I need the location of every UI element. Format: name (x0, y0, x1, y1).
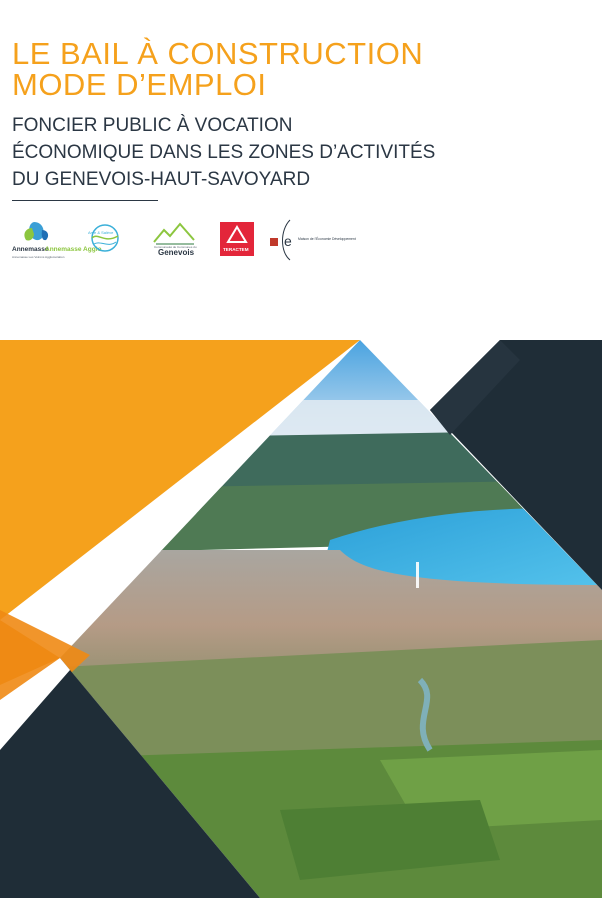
genevois-logo (150, 218, 206, 262)
teractem-name: TERACTEM (223, 247, 249, 252)
svg-text:e: e (284, 233, 292, 249)
document-title (12, 38, 423, 100)
teractem-logo (220, 218, 256, 258)
genevois-name: Genevois (158, 248, 195, 257)
maison-economie-logo (268, 218, 356, 262)
title-line-2: MODE D’EMPLOI (12, 67, 267, 102)
document-subtitle (12, 112, 435, 193)
subtitle-line-1: FONCIER PUBLIC À VOCATION (12, 115, 293, 136)
annemasse-tagline: Annemasse Les Voirons Agglomération (12, 255, 65, 259)
genevois-small: Communauté de Communes du (154, 245, 197, 249)
subtitle-line-3: DU GENEVOIS-HAUT-SAVOYARD (12, 169, 311, 190)
svg-text:Annemasse: Annemasse (12, 246, 49, 253)
arve-saleve-name: Arve & Salève (88, 230, 114, 235)
maison-eco-name: Maison de l'Économie Développement (298, 237, 356, 241)
subtitle-line-2: ÉCONOMIQUE DANS LES ZONES D’ACTIVITÉS (12, 142, 436, 163)
cover-illustration (0, 340, 602, 898)
partner-logos (12, 218, 356, 262)
title-line-1: LE BAIL À CONSTRUCTION (12, 36, 424, 71)
annemasse-name: Annemasse Agglo (45, 246, 102, 253)
divider-rule (12, 200, 158, 201)
arve-saleve-logo (78, 218, 132, 262)
